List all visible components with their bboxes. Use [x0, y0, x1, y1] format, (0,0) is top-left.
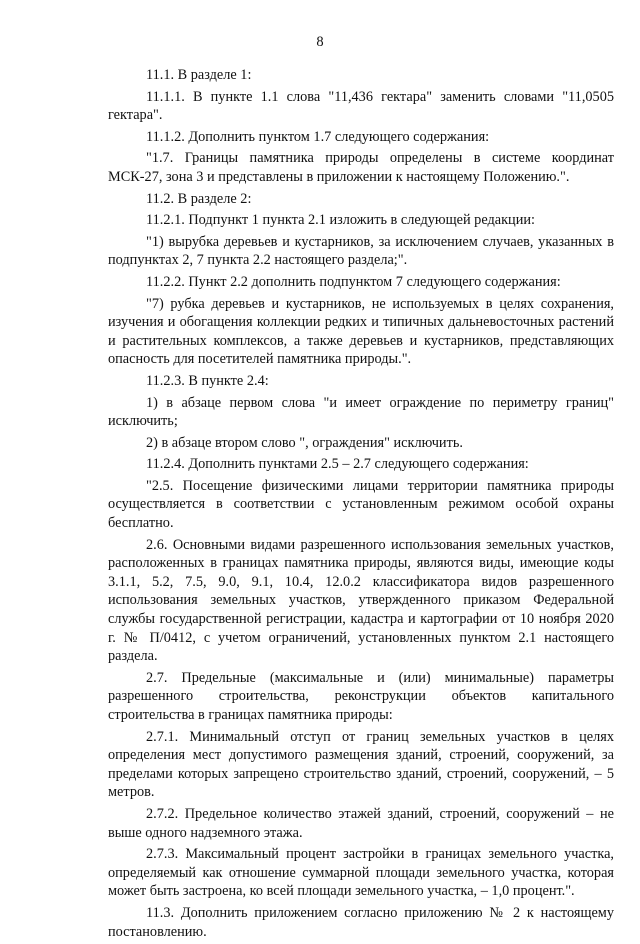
paragraph: "7) рубка деревьев и кустарников, не используемых в целях сохранения, изучения и обогащения коллекции редких и типичных дальневосточных растений и растительных комплексов, а также деревьев и кустарников, представляющих опасность для посетителей памятника природы.".: [108, 295, 614, 368]
paragraph: 1) в абзаце первом слова "и имеет ограждение по периметру границ" исключить;: [108, 394, 614, 430]
document-body: [108, 66, 614, 944]
paragraph: 2.6. Основными видами разрешенного использования земельных участков, расположенных в границах памятника природы, являются виды, имеющие коды 3.1.1, 5.2, 7.5, 9.0, 9.1, 10.4, 12.0.2 классификатора видов разрешенного использования земельных участков, утвержденного приказом Федеральной службы государственной регистрации, кадастра и картографии от 10 ноября 2020 г. № П/0412, с учетом ограничений, установленных пунктом 2.1 настоящего раздела.: [108, 536, 614, 665]
paragraph: 11.1.2. Дополнить пунктом 1.7 следующего содержания:: [146, 128, 490, 145]
paragraph: "1.7. Границы памятника природы определены в системе координат МСК-27, зона 3 и представлены в приложении к настоящему Положению.".: [108, 150, 614, 185]
paragraph: 11.2.4. Дополнить пунктами 2.5 – 2.7 следующего содержания:: [146, 456, 529, 473]
paragraph: 11.2.1. Подпункт 1 пункта 2.1 изложить в следующей редакции:: [146, 212, 535, 229]
paragraph: 2.7.1. Минимальный отступ от границ земельных участков в целях определения мест допустимого размещения зданий, строений, сооружений, за пределами которых запрещено строительство зданий, строений, сооружений, – 5 метров.: [108, 728, 614, 801]
paragraph: 11.3. Дополнить приложением согласно приложению № 2 к настоящему постановлению.: [108, 904, 614, 940]
paragraph: 2.7. Предельные (максимальные и (или) минимальные) параметры разрешенного строительства, реконструкции объектов капитального строительства в границах памятника природы:: [108, 669, 614, 723]
paragraph: 11.2.3. В пункте 2.4:: [146, 372, 269, 389]
paragraph: 2) в абзаце втором слово ", ограждения" исключить.: [146, 434, 463, 451]
page-number: 8: [316, 34, 324, 50]
paragraph: 11.1. В разделе 1:: [146, 67, 252, 83]
paragraph: 11.2. В разделе 2:: [146, 190, 252, 207]
paragraph: 11.2.2. Пункт 2.2 дополнить подпунктом 7 следующего содержания:: [146, 273, 561, 290]
paragraph: 11.1.1. В пункте 1.1 слова "11,436 гектара" заменить словами "11,0505 гектара".: [108, 88, 614, 124]
paragraph: 2.7.2. Предельное количество этажей зданий, строений, сооружений – не выше одного надземного этажа.: [108, 805, 614, 841]
paragraph: "2.5. Посещение физическими лицами территории памятника природы осуществляется в соответствии с установленным режимом особой охраны бесплатно.: [108, 477, 614, 532]
paragraph: 2.7.3. Максимальный процент застройки в границах земельного участка, определяемый как отношение суммарной площади земельного участка, которая может быть застроена, ко всей площади земельного участка, – 1,0 процент.".: [108, 846, 614, 900]
paragraph: "1) вырубка деревьев и кустарников, за исключением случаев, указанных в подпунктах 2, 7 пункта 2.2 настоящего раздела;".: [108, 233, 614, 269]
